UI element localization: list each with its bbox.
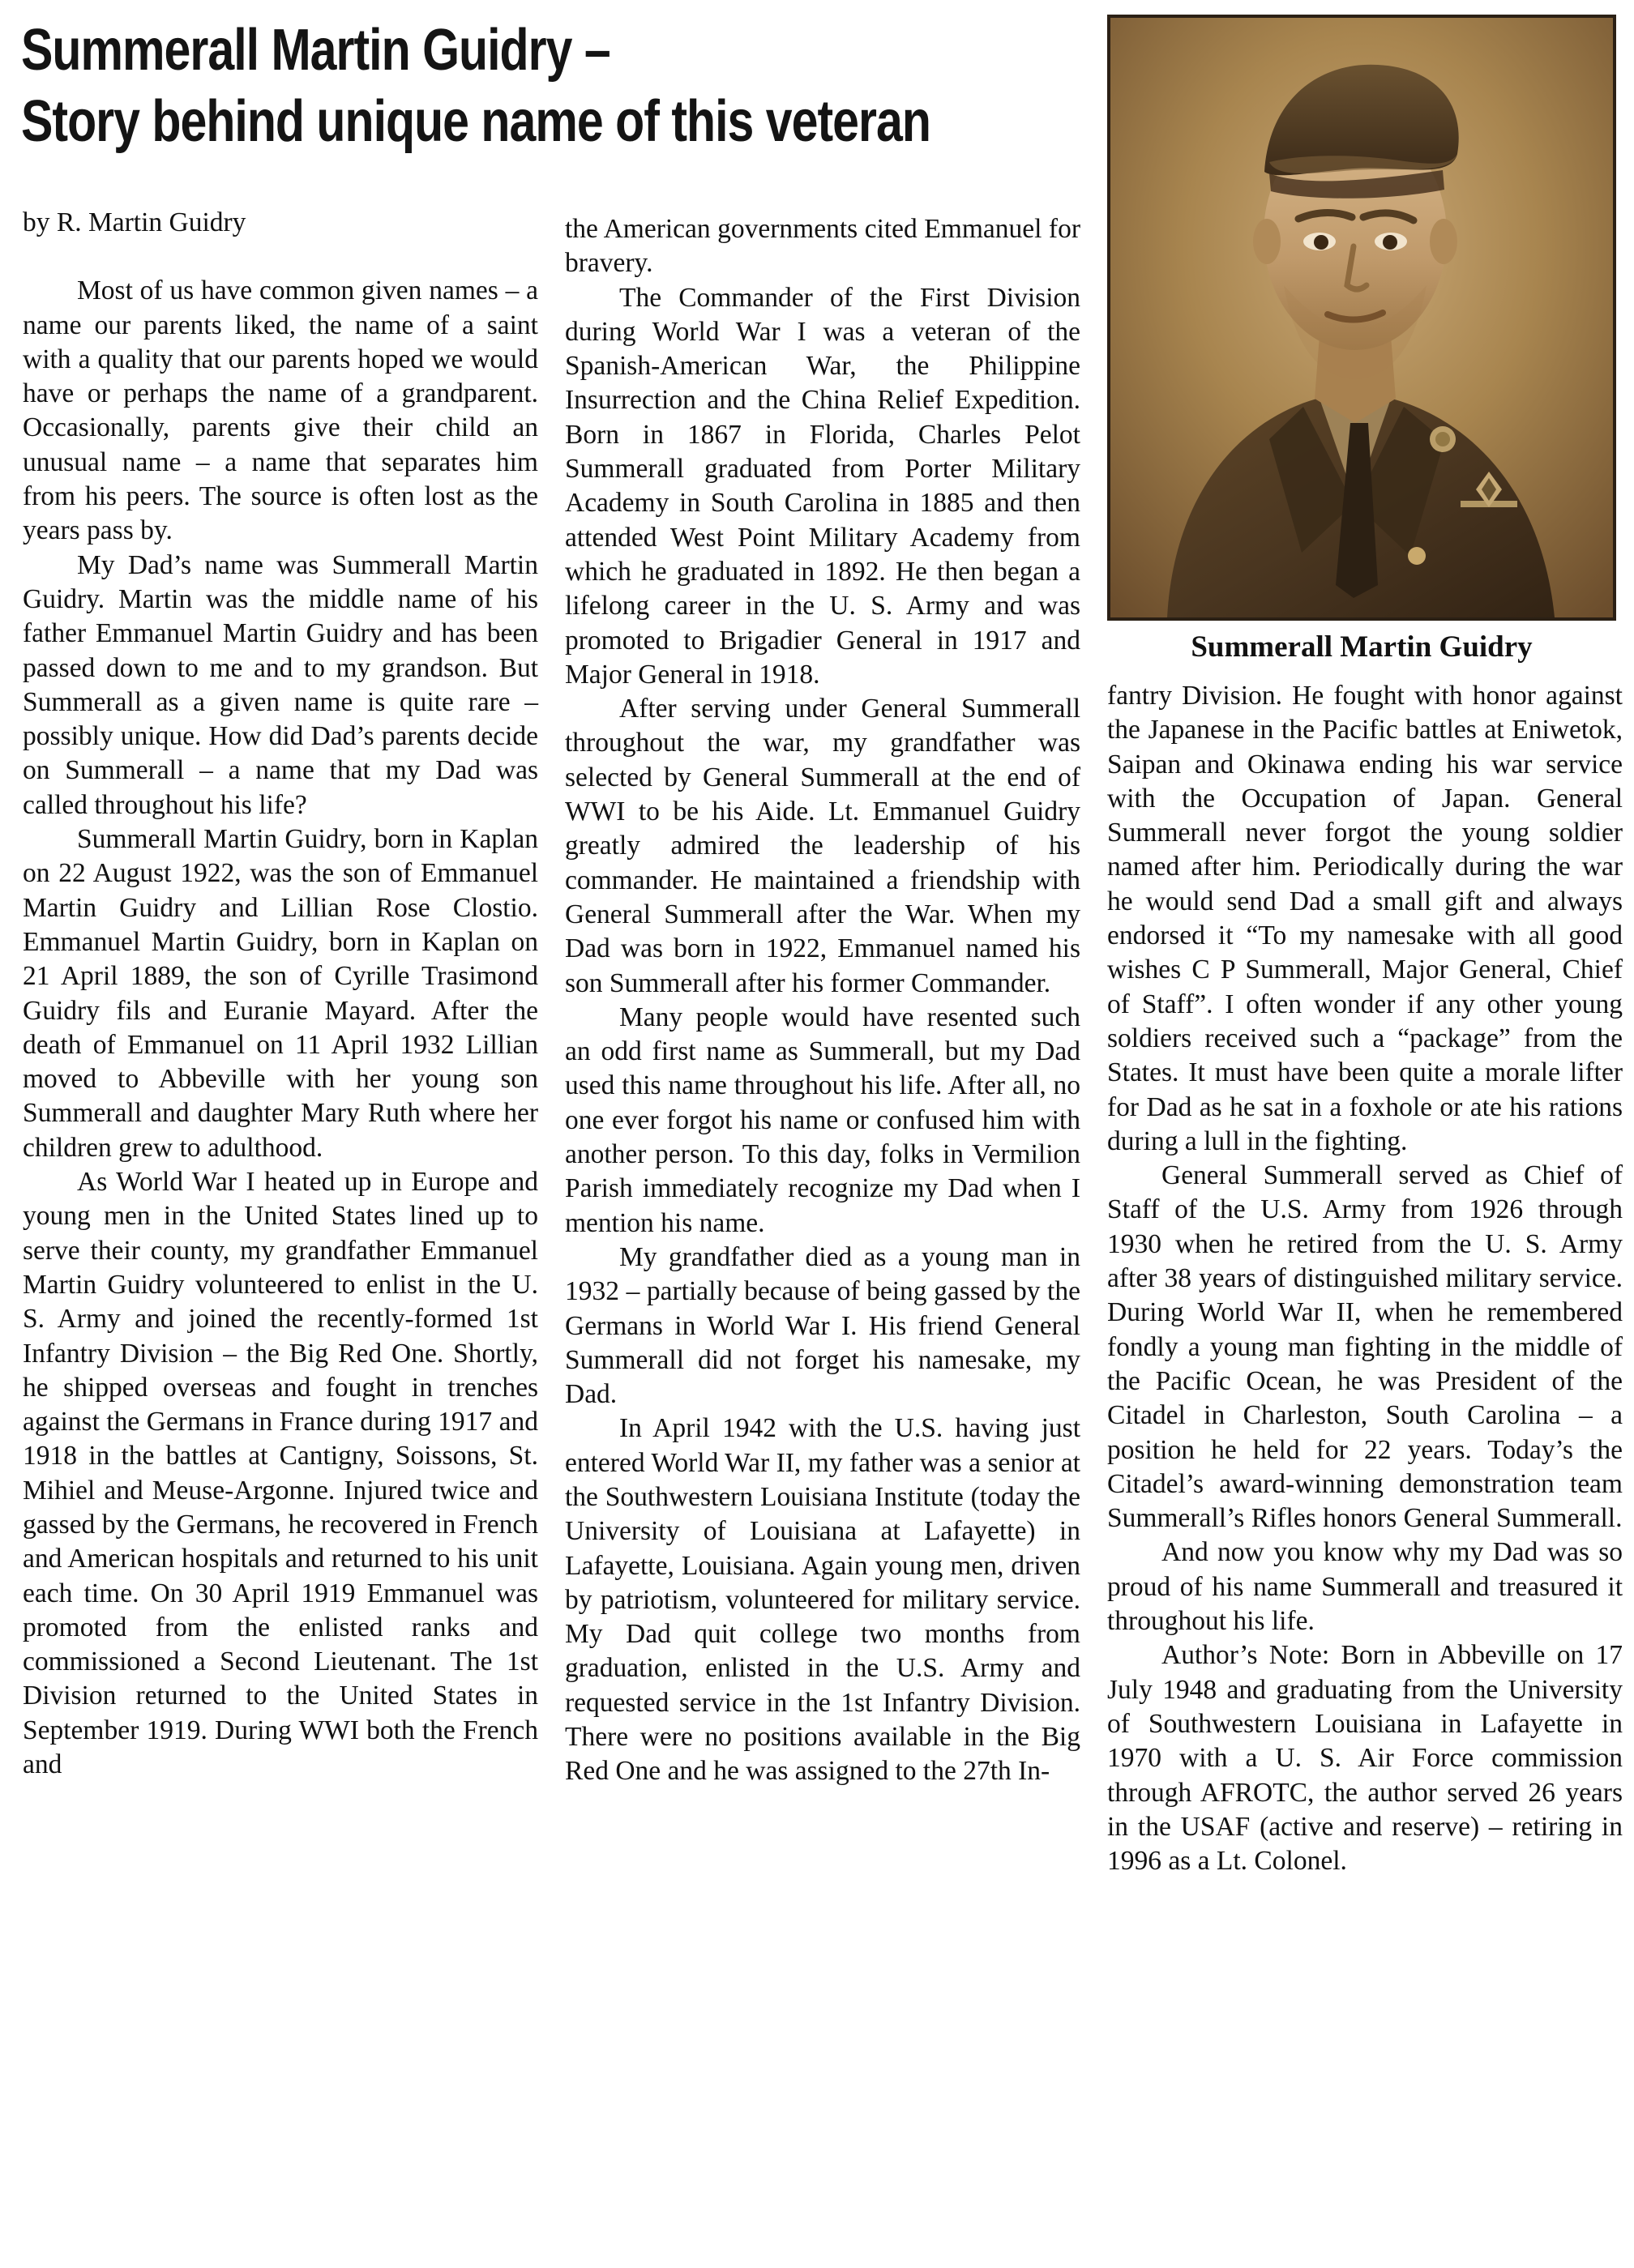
paragraph: And now you know why my Dad was so proud of his name Summerall and treasured it throughout his life. <box>1107 1537 1623 1637</box>
paragraph: Author’s Note: Born in Abbeville on 17 July 1948 and graduating from the University of Southwestern Louisiana in Lafayette in 1970 with a U. S. Air Force commission through AFROTC, the author served 26 years in the USAF (active and reserve) – retiring in 1996 as a Lt. Colonel. <box>1107 1640 1623 1877</box>
page-title <box>21 15 1075 157</box>
paragraph: Many people would have resented such an odd first name as Summerall, but my Dad used this name throughout his life. After all, no one ever forgot his name or confused him with another person. To this day, folks in Vermilion Parish immediately recognize my Dad when I mention his name. <box>565 1002 1080 1238</box>
article-column-1 <box>23 206 538 1782</box>
paragraph: The Commander of the First Division during World War I was a veteran of the Spanish-American War, the Philippine Insurrection and the China Relief Expedition. Born in 1867 in Florida, Charles Pelot Summerall graduated from Porter Military Academy in South Carolina in 1885 and then attended West Point Military Academy from which he graduated in 1892. He then began a lifelong career in the U. S. Army and was promoted to Brigadier General in 1917 and Major General in 1918. <box>565 282 1080 690</box>
paragraph: After serving under General Summerall throughout the war, my grandfather was selected by General Summerall at the end of WWI to be his Aide. Lt. Emmanuel Guidry greatly admired the leadership of his commander. He maintained a friendship with General Summerall after the War. When my Dad was born in 1922, Emmanuel named his son Summerall after his former Commander. <box>565 694 1080 998</box>
photo-caption: Summerall Martin Guidry <box>1191 630 1533 664</box>
paragraph: Summerall Martin Guidry, born in Kaplan on 22 August 1922, was the son of Emmanuel Martin Guidry and Lillian Rose Clostio. Emmanuel Martin Guidry, born in Kaplan on 21 April 1889, the son of Cyrille Trasimond Guidry fils and Euranie Mayard. After the death of Emmanuel on 11 April 1932 Lillian moved to Abbeville with her young son Summerall and daughter Mary Ruth where her children grew to adulthood. <box>23 824 538 1163</box>
paragraph: General Summerall served as Chief of Staff of the U.S. Army from 1926 through 1930 when he retired from the U. S. Army after 38 years of distinguished military service. During World War II, when he remembered fondly a young man fighting in the middle of the Pacific Ocean, he was President of the Citadel in Charleston, South Carolina – a position he held for 22 years. Today’s the Citadel’s award-winning demonstration team Summerall’s Rifles honors General Summerall. <box>1107 1160 1623 1534</box>
headline-line-1: Summerall Martin Guidry – <box>21 18 610 83</box>
paragraph: Most of us have common given names – a name our parents liked, the name of a saint with a quality that our parents hoped we would have or perhaps the name of a grandparent. Occasionally, parents give their child an unusual name – a name that separates him from his peers. The source is often lost as the years pass by. <box>23 275 538 546</box>
headline-line-2: Story behind unique name of this veteran <box>21 89 930 154</box>
paragraph: fantry Division. He fought with honor against the Japanese in the Pacific battles at Eniwetok, Saipan and Okinawa ending his war service with the Occupation of Japan. General Summerall never forgot the young soldier named after him. Periodically during the war he would send Dad a small gift and always endorsed it “To my namesake with all good wishes C P Summerall, Major General, Chief of Staff”. I often wonder if any other young soldiers received such a “package” from the States. It must have been quite a morale lifter for Dad as he sat in a foxhole or ate his rations during a lull in the fighting. <box>1107 681 1623 1156</box>
veteran-portrait-photo <box>1107 15 1616 621</box>
paragraph: the American governments cited Emmanuel for bravery. <box>565 214 1080 279</box>
portrait-illustration <box>1110 18 1613 617</box>
byline: by R. Martin Guidry <box>23 207 246 237</box>
paragraph: As World War I heated up in Europe and young men in the United States lined up to serve their county, my grandfather Emmanuel Martin Guidry volunteered to enlist in the U. S. Army and joined the recently-formed 1st Infantry Division – the Big Red One. Shortly, he shipped overseas and fought in trenches against the Germans in France during 1917 and 1918 in the battles at Cantigny, Soissons, St. Mihiel and Meuse-Argonne. Injured twice and gassed by the Germans, he recovered in French and American hospitals and returned to his unit each time. On 30 April 1919 Emmanuel was promoted from the enlisted ranks and commissioned a Second Lieutenant. The 1st Division returned to the United States in September 1919. During WWI both the French and <box>23 1167 538 1780</box>
paragraph: In April 1942 with the U.S. having just entered World War II, my father was a senior at the Southwestern Louisiana Institute (today the University of Louisiana at Lafayette) in Lafayette, Louisiana. Again young men, driven by patriotism, volunteered for military service. My Dad quit college two months from graduation, enlisted in the U.S. Army and requested service in the 1st Infantry Division. There were no positions available in the Big Red One and he was assigned to the 27th In- <box>565 1413 1080 1787</box>
paragraph: My Dad’s name was Summerall Martin Guidry. Martin was the middle name of his father Emmanuel Martin Guidry and has been passed down to me and to my grandson. But Summerall as a given name is quite rare – possibly unique. How did Dad’s parents decide on Summerall – a name that my Dad was called throughout his life? <box>23 549 538 820</box>
article-column-3 <box>1107 679 1623 1878</box>
article-column-2 <box>565 212 1080 1789</box>
paragraph: My grandfather died as a young man in 1932 – partially because of being gassed by the Germans in World War I. His friend General Summerall did not forget his namesake, my Dad. <box>565 1241 1080 1410</box>
